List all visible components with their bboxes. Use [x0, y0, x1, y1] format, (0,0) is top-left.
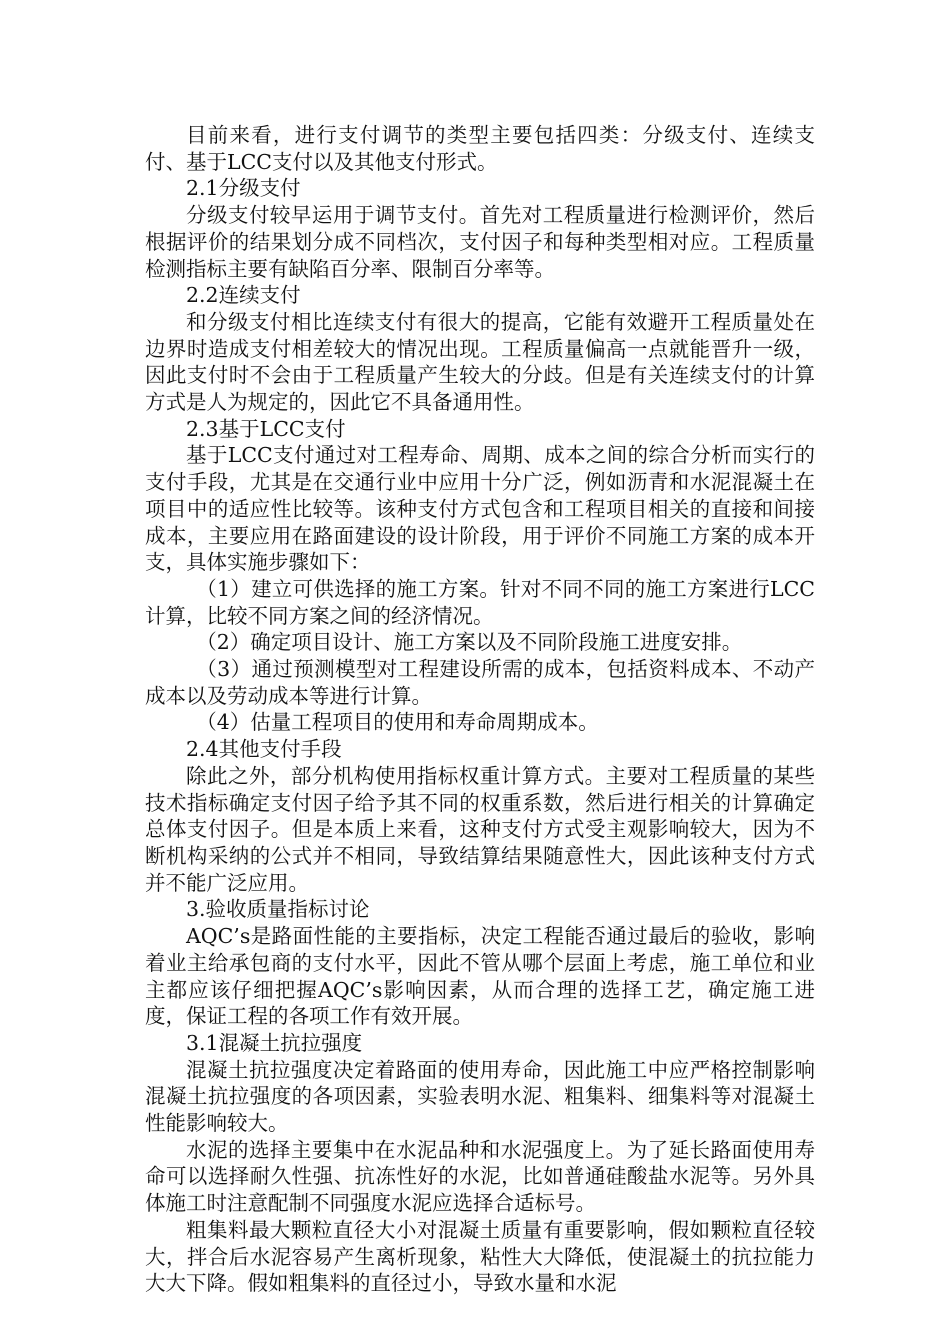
heading-2-1: 2.1分级支付: [186, 176, 301, 201]
paragraph-2-4: 除此之外，部分机构使用指标权重计算方式。主要对工程质量的某些技术指标确定支付因子给予其不同的权重系数，然后进行相关的计算确定总体支付因子。但是本质上来看，这种支付方式受主观影响较大，因为不断机构采纳的公式并不相同，导致结算结果随意性大，因此该种支付方式并不能广泛应用。: [145, 763, 815, 895]
heading-3-1: 3.1混凝土抗拉强度: [186, 1030, 363, 1055]
paragraph-intro: 目前来看，进行支付调节的类型主要包括四类：分级支付、连续支付、基于LCC支付以及其他支付形式。: [145, 123, 815, 174]
document-body: [145, 122, 815, 1297]
paragraph-3: AQC’s是路面性能的主要指标，决定工程能否通过最后的验收，影响着业主给承包商的支付水平，因此不管从哪个层面上考虑，施工单位和业主都应该仔细把握AQC’s影响因素，从而合理的选择工艺，确定施工进度，保证工程的各项工作有效开展。: [145, 924, 815, 1029]
paragraph-3-1-b: 水泥的选择主要集中在水泥品种和水泥强度上。为了延长路面使用寿命可以选择耐久性强、抗冻性好的水泥，比如普通硅酸盐水泥等。另外具体施工时注意配制不同强度水泥应选择合适标号。: [145, 1137, 815, 1216]
paragraph-2-2: 和分级支付相比连续支付有很大的提高，它能有效避开工程质量处在边界时造成支付相差较大的情况出现。工程质量偏高一点就能晋升一级，因此支付时不会由于工程质量产生较大的分歧。但是有关连续支付的计算方式是人为规定的，因此它不具备通用性。: [145, 309, 815, 415]
paragraph-3-1-c: 粗集料最大颗粒直径大小对混凝土质量有重要影响，假如颗粒直径较大，拌合后水泥容易产生离析现象，粘性大大降低，使混凝土的抗拉能力大大下降。假如粗集料的直径过小，导致水量和水泥: [145, 1217, 815, 1296]
paragraph-2-3: 基于LCC支付通过对工程寿命、周期、成本之间的综合分析而实行的支付手段，尤其是在交通行业中应用十分广泛，例如沥青和水泥混凝土在项目中的适应性比较等。该种支付方式包含和工程项目相关的直接和间接成本，主要应用在路面建设的设计阶段，用于评价不同施工方案的成本开支，具体实施步骤如下：: [145, 443, 815, 575]
list-item-4: （4）估量工程项目的使用和寿命周期成本。: [196, 710, 599, 735]
list-item-3: （3）通过预测模型对工程建设所需的成本，包括资料成本、不动产成本以及劳动成本等进行计算。: [145, 657, 815, 708]
list-item-1: （1）建立可供选择的施工方案。针对不同不同的施工方案进行LCC计算，比较不同方案之间的经济情况。: [145, 576, 815, 628]
paragraph-3-1-a: 混凝土抗拉强度决定着路面的使用寿命，因此施工中应严格控制影响混凝土抗拉强度的各项因素，实验表明水泥、粗集料、细集料等对混凝土性能影响较大。: [145, 1057, 815, 1136]
heading-3: 3.验收质量指标讨论: [186, 897, 370, 922]
list-item-2: （2）确定项目设计、施工方案以及不同阶段施工进度安排。: [196, 630, 743, 655]
heading-2-4: 2.4其他支付手段: [186, 737, 342, 762]
paragraph-2-1: 分级支付较早运用于调节支付。首先对工程质量进行检测评价，然后根据评价的结果划分成不同档次，支付因子和每种类型相对应。工程质量检测指标主要有缺陷百分率、限制百分率等。: [145, 203, 815, 281]
heading-2-3: 2.3基于LCC支付: [186, 416, 346, 441]
heading-2-2: 2.2连续支付: [186, 283, 301, 308]
